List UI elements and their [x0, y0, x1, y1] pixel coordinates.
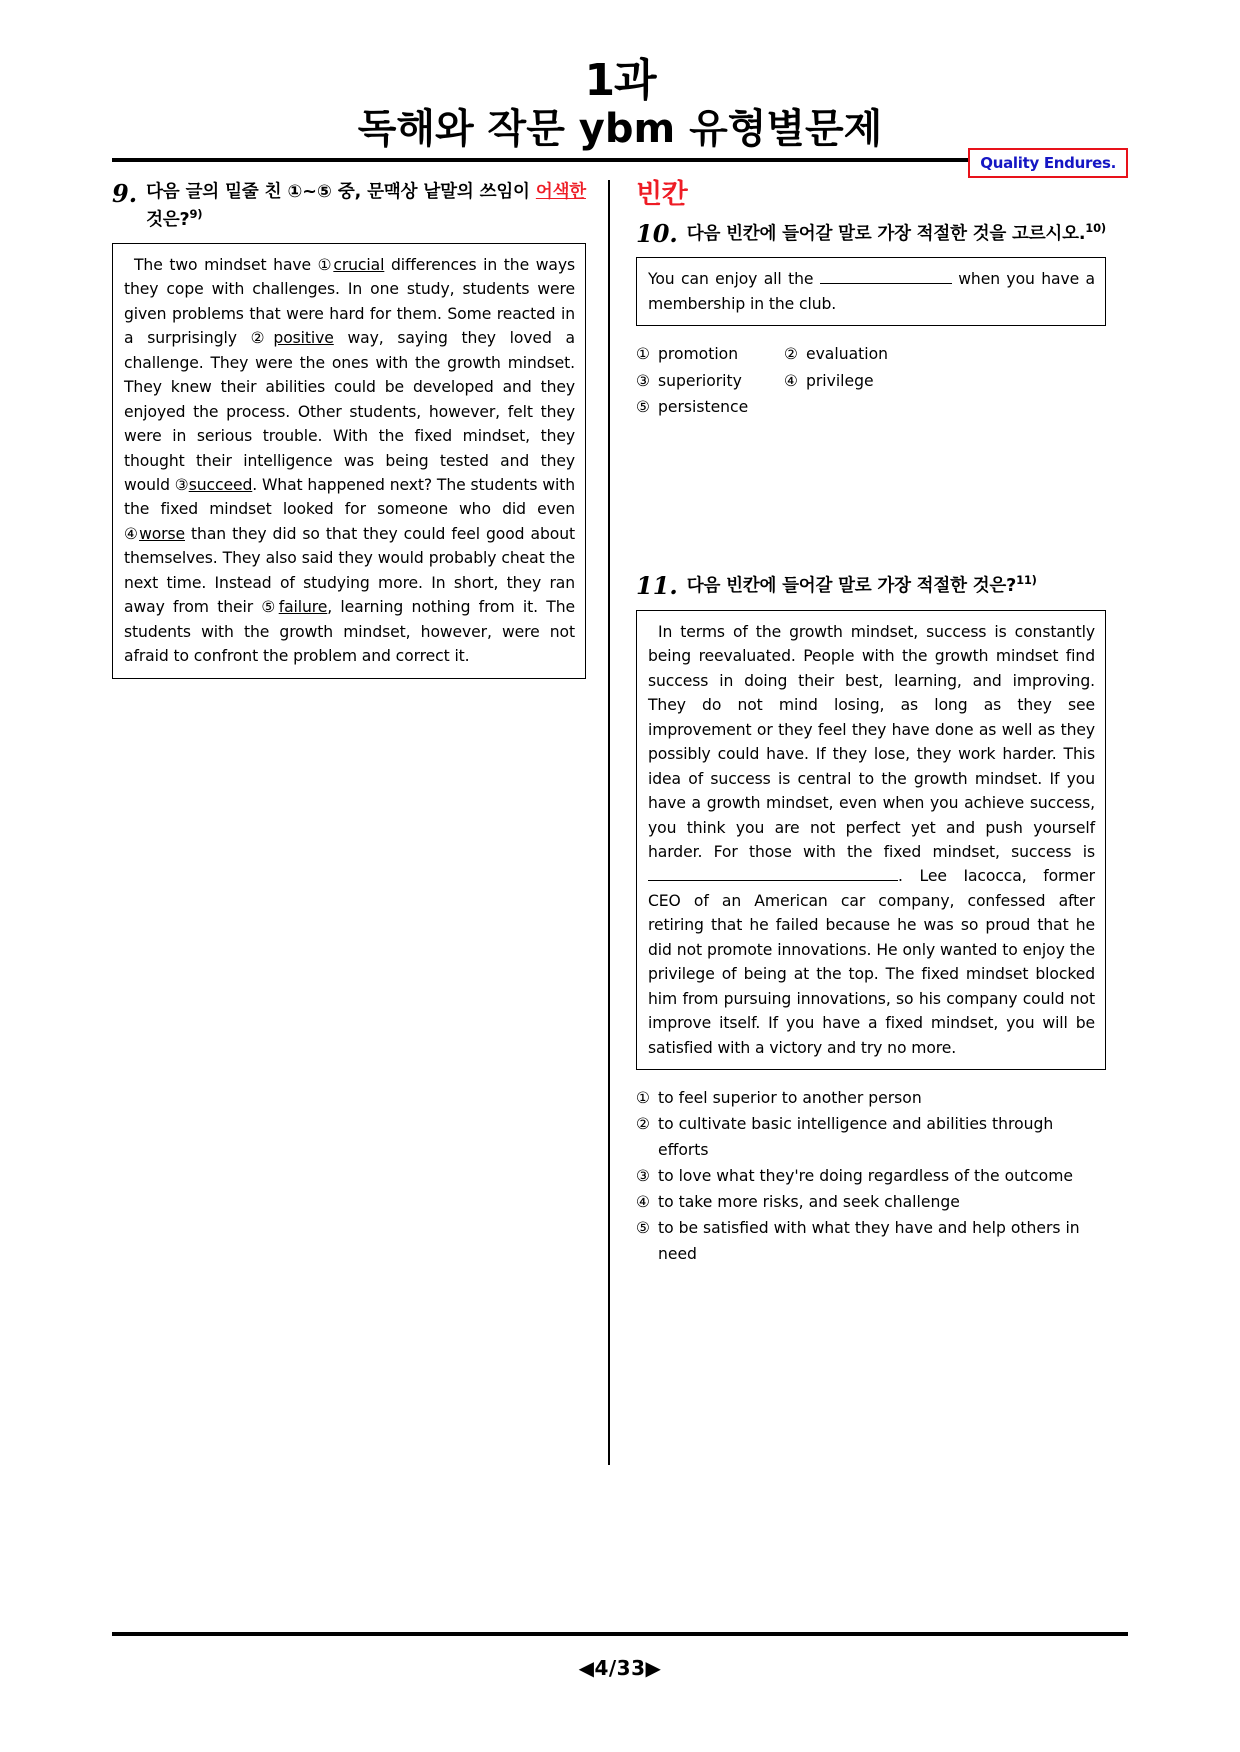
question-10-passage-after: when you have a membership in the club.: [648, 270, 1095, 313]
choice-marker: ④: [784, 371, 798, 390]
choice-option[interactable]: [784, 342, 1106, 367]
choice-label: to feel superior to another person: [657, 1089, 922, 1108]
choice-option[interactable]: [636, 1112, 1106, 1163]
question-9-header: [112, 180, 586, 233]
question-11-number: 11.: [636, 571, 678, 601]
passage-segment: differences in the ways they cope with challenges. In one study, students were given problems that were hard for them. Some reacted in a surprisingly: [124, 255, 575, 348]
question-9-prompt-part2: 것은?: [146, 209, 190, 230]
choice-label: to take more risks, and seek challenge: [657, 1193, 960, 1212]
question-9-prompt-part1: 다음 글의 밑줄 친 ①~⑤ 중, 문맥상 낱말의 쓰임이: [146, 182, 536, 203]
right-column: [610, 180, 1106, 1472]
footer-divider-rule: [112, 1632, 1128, 1636]
question-9-footnote: 9): [189, 206, 203, 221]
question-11-passage-box: [636, 610, 1106, 1070]
question-11-footnote: 11): [1016, 573, 1037, 588]
choice-option[interactable]: [636, 1216, 1106, 1267]
choice-option[interactable]: [636, 342, 784, 367]
question-9-passage-box: [112, 243, 586, 679]
question-10-passage-box: [636, 257, 1106, 326]
question-11-passage-text: [648, 620, 1095, 1060]
choice-marker: ②: [784, 345, 798, 364]
question-10-number: 10.: [636, 218, 678, 248]
passage-segment: ③: [174, 475, 189, 494]
layout-spacer: [636, 420, 1106, 572]
underlined-word: succeed: [188, 475, 253, 494]
underlined-word: positive: [273, 329, 334, 348]
page-title-subject: 독해와 작문 ybm 유형별문제: [357, 106, 883, 153]
question-10-blank: [820, 283, 952, 284]
question-9-prompt: [146, 180, 586, 233]
choice-marker: ⑤: [636, 1219, 650, 1238]
choice-option[interactable]: [784, 369, 1106, 394]
choice-marker: ④: [636, 1193, 650, 1212]
passage-segment: . What happened next? The students with the fixed mindset looked for someone who did even: [124, 475, 575, 519]
choice-option[interactable]: [636, 1190, 1106, 1215]
question-11-passage-before: In terms of the growth mindset, success is constantly being reevaluated. People with the growth mindset find success in doing their best, learning, and improving. They do not mind losing, as long as they see improvement or they feel they have done as well as they possibly could have. If they lose, they work harder. This idea of success is central to the growth mindset. If you have a growth mindset, even when you achieve success, you think you are not perfect yet and push yourself harder. For those with the fixed mindset, success is: [648, 622, 1095, 861]
left-column: [112, 180, 608, 1472]
passage-segment: ①: [317, 255, 334, 274]
question-11-passage-after: . Lee Iacocca, former CEO of an American car company, confessed after retiring that he failed because he was so proud that he did not promote innovations. He only wanted to enjoy the privilege of being at the top. The fixed mindset blocked him from pursuing innovations, so his company could not improve itself. If you have a fixed mindset, you will be satisfied with a victory and try no more.: [648, 867, 1095, 1057]
choice-label: to love what they're doing regardless of the outcome: [657, 1166, 1074, 1185]
choice-option[interactable]: [636, 395, 784, 420]
question-10-prompt-text: 다음 빈칸에 들어갈 말로 가장 적절한 것을 고르시오.: [686, 223, 1086, 244]
choice-label: evaluation: [805, 345, 889, 364]
passage-segment: ④: [124, 524, 140, 543]
choice-label: persistence: [657, 397, 749, 416]
underlined-word: failure: [278, 598, 328, 617]
question-11-choices: [636, 1086, 1106, 1267]
section-label-blank: 빈칸: [636, 179, 688, 211]
choice-marker: ③: [636, 1166, 650, 1185]
two-column-body: [112, 162, 1128, 1472]
passage-segment: way, saying they loved a challenge. They were the ones with the growth mindset. They knew their abilities could be developed and they enjoyed the process. Other students, however, felt they were in serious trouble. With the fixed mindset, they thought their intelligence was being tested and they would: [124, 329, 575, 494]
passage-segment: ②: [250, 329, 274, 348]
underlined-word: crucial: [333, 255, 385, 274]
choice-option[interactable]: [636, 1164, 1106, 1189]
publisher-logo-text: Quality Endures.: [980, 154, 1116, 172]
choice-label: promotion: [657, 345, 739, 364]
passage-segment: , learning nothing from it. The students with the growth mindset, however, were not afraid to confront the problem and correct it.: [124, 598, 575, 666]
question-9-passage-text: [124, 253, 575, 669]
page-indicator: ◀4/33▶: [578, 1656, 662, 1680]
choice-option[interactable]: [636, 369, 784, 394]
choice-marker: ③: [636, 371, 650, 390]
choice-label: to cultivate basic intelligence and abilities through efforts: [657, 1115, 1054, 1159]
page-title-lesson: 1과: [584, 55, 656, 106]
choice-marker: ⑤: [636, 397, 650, 416]
question-11-header: [636, 572, 1106, 600]
question-10-footnote: 10): [1085, 220, 1106, 235]
choice-marker: ①: [636, 345, 650, 364]
question-10-passage-text: [648, 267, 1095, 316]
underlined-word: worse: [139, 524, 185, 543]
question-9-prompt-highlight: 어색한: [535, 182, 586, 203]
choice-label: privilege: [805, 371, 874, 390]
question-11-prompt: [687, 572, 1037, 599]
question-10-prompt: [687, 220, 1106, 247]
choice-marker: ②: [636, 1115, 650, 1134]
passage-segment: than they did so that they could feel good about themselves. They also said they would probably cheat the next time. Instead of studying more. In short, they ran away from their: [124, 524, 576, 617]
question-10-passage-before: You can enjoy all the: [648, 270, 820, 289]
question-10-choices: [636, 342, 1106, 420]
question-11-blank: [648, 880, 898, 881]
question-10-header: [636, 220, 1106, 248]
passage-segment: The two mindset have: [134, 255, 318, 274]
choice-option[interactable]: [636, 1086, 1106, 1111]
question-11-prompt-text: 다음 빈칸에 들어갈 말로 가장 적절한 것은?: [686, 575, 1017, 596]
choice-marker: ①: [636, 1089, 650, 1108]
choice-label: superiority: [657, 371, 742, 390]
choice-label: to be satisfied with what they have and help others in need: [657, 1219, 1080, 1263]
passage-segment: ⑤: [261, 598, 279, 617]
question-9-number: 9.: [112, 179, 138, 209]
page-header: [0, 0, 1240, 172]
